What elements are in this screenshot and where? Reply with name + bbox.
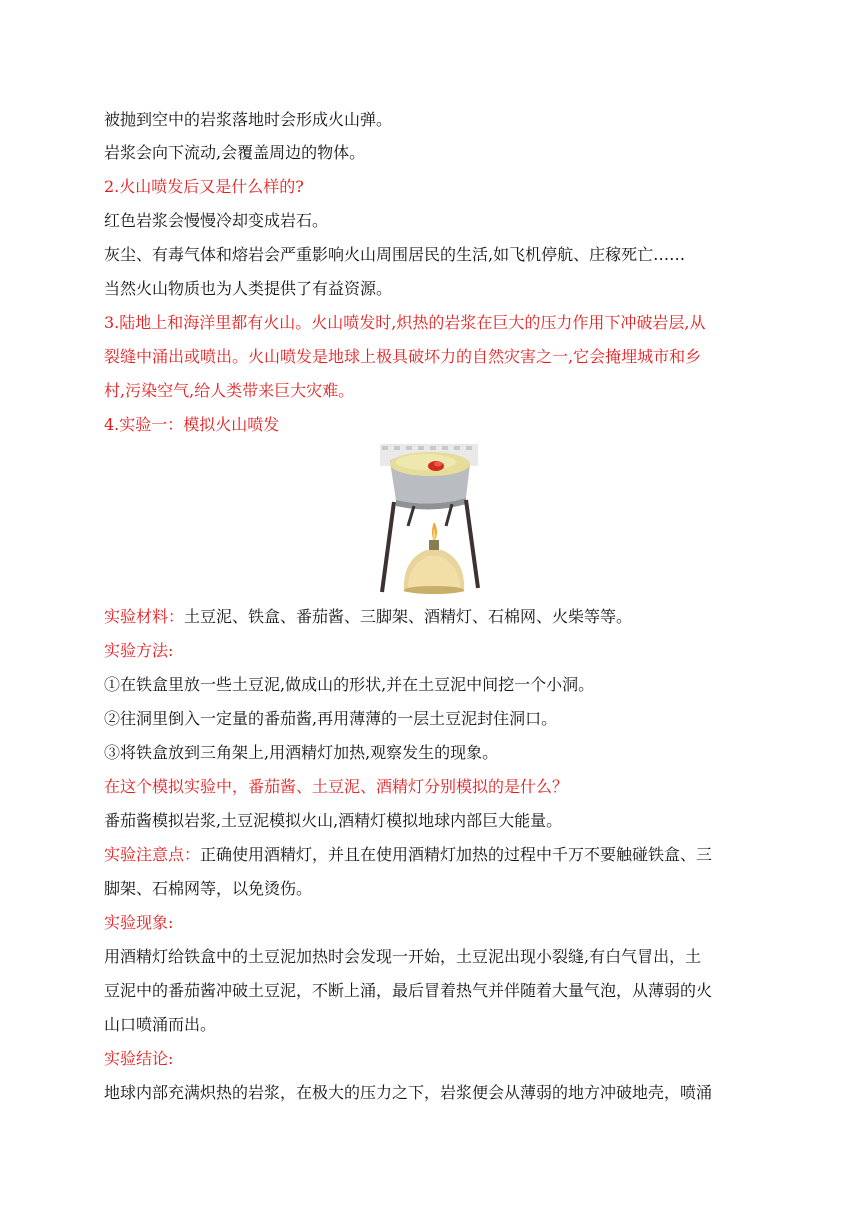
text-line-3: 红色岩浆会慢慢冷却变成岩石。 — [104, 211, 329, 230]
text-line-2: 岩浆会向下流动,会覆盖周边的物体。 — [104, 143, 366, 162]
section-heading-4: 4.实验一：模拟火山喷发 — [104, 415, 280, 434]
materials-text: 土豆泥、铁盒、番茄酱、三脚架、酒精灯、石棉网、火柴等等。 — [184, 607, 633, 626]
caution-line-1 — [104, 845, 769, 865]
text-line-4: 灰尘、有毒气体和熔岩会严重影响火山周围居民的生活,如飞机停航、庄稼死亡…… — [104, 245, 686, 264]
conclusion-line-1: 地球内部充满炽热的岩浆，在极大的压力之下，岩浆便会从薄弱的地方冲破地壳，喷涌 — [104, 1083, 713, 1102]
section-heading-2: 2.火山喷发后又是什么样的? — [104, 177, 304, 196]
section-3-line-1: 3.陆地上和海洋里都有火山。火山喷发时,炽热的岩浆在巨大的压力作用下冲破岩层,从 — [104, 313, 706, 332]
text-line-1: 被抛到空中的岩浆落地时会形成火山弹。 — [104, 110, 393, 129]
method-step-2: ②往洞里倒入一定量的番茄酱,再用薄薄的一层土豆泥封住洞口。 — [104, 709, 558, 728]
question-line: 在这个模拟实验中，番茄酱、土豆泥、酒精灯分别模拟的是什么？ — [104, 777, 569, 796]
caution-label: 实验注意点： — [104, 845, 201, 864]
method-step-3: ③将铁盒放到三角架上,用酒精灯加热,观察发生的现象。 — [104, 743, 499, 762]
phenomenon-line-2: 豆泥中的番茄酱冲破土豆泥，不断上涌，最后冒着热气并伴随着大量气泡，从薄弱的火 — [104, 981, 713, 1000]
caution-text-1: 正确使用酒精灯，并且在使用酒精灯加热的过程中千万不要触碰铁盒、三 — [200, 845, 713, 864]
section-3-line-2: 裂缝中涌出或喷出。火山喷发是地球上极具破坏力的自然灾害之一,它会掩埋城市和乡 — [104, 347, 702, 366]
section-3-line-3: 村,污染空气,给人类带来巨大灾难。 — [104, 381, 355, 400]
answer-line: 番茄酱模拟岩浆,土豆泥模拟火山,酒精灯模拟地球内部巨大能量。 — [104, 811, 563, 830]
experiment-apparatus-image — [374, 442, 484, 594]
conclusion-label: 实验结论: — [104, 1049, 174, 1068]
text-line-5: 当然火山物质也为人类提供了有益资源。 — [104, 279, 393, 298]
method-label: 实验方法: — [104, 641, 174, 660]
phenomenon-line-3: 山口喷涌而出。 — [104, 1015, 217, 1034]
phenomenon-label: 实验现象: — [104, 913, 174, 932]
caution-line-2: 脚架、石棉网等，以免烫伤。 — [104, 879, 313, 898]
materials-label: 实验材料： — [104, 607, 185, 626]
method-step-1: ①在铁盒里放一些土豆泥,做成山的形状,并在土豆泥中间挖一个小洞。 — [104, 675, 595, 694]
phenomenon-line-1: 用酒精灯给铁盒中的土豆泥加热时会发现一开始，土豆泥出现小裂缝,有白气冒出，土 — [104, 947, 702, 966]
materials-line — [104, 607, 769, 627]
